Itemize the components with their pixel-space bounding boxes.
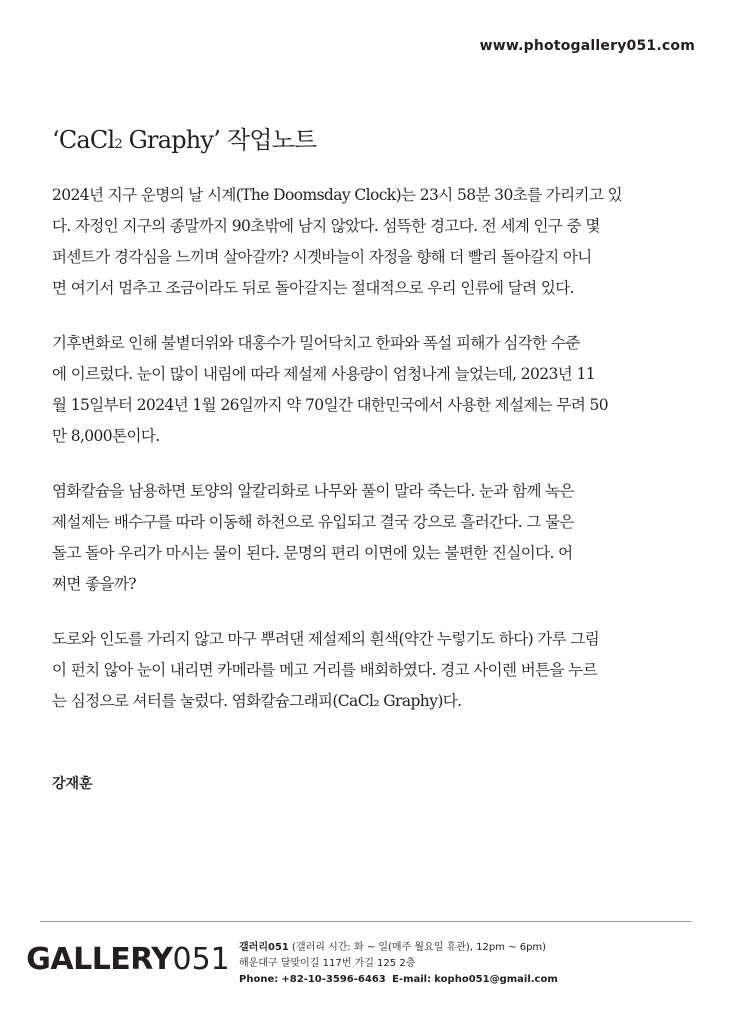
paragraph-2 <box>52 328 692 452</box>
text-line: 퍼센트가 경각심을 느끼며 살아갈까? 시곗바늘이 자정을 향해 더 빨리 돌아갈지 아니 <box>52 248 592 266</box>
email-label: E-mail: <box>392 974 432 985</box>
author-name: 강재훈 <box>52 776 93 792</box>
gallery-logo <box>26 938 230 981</box>
text-line: 에 이르렀다. 눈이 많이 내림에 따라 제설제 사용량이 엄청나게 늘었는데, 2023년 11 <box>52 365 596 383</box>
text-line: 다. 자정인 지구의 종말까지 90초밖에 남지 않았다. 섬뜩한 경고다. 전 세계 인구 중 몇 <box>52 217 600 235</box>
title-subscript: 2 <box>114 137 122 152</box>
logo-number: 051 <box>172 942 230 977</box>
text-line: 는 심정으로 셔터를 눌렀다. 염화칼슘그래피(CaCl₂ Graphy)다. <box>52 692 462 710</box>
website-url[interactable]: www.photogallery051.com <box>479 38 695 54</box>
article-body <box>52 180 692 741</box>
phone-label: Phone: <box>239 974 279 985</box>
phone-number: +82-10-3596-6463 <box>281 974 386 985</box>
text-line: 만 8,000톤이다. <box>52 427 160 445</box>
gallery-name: 갤러리051 <box>239 942 289 953</box>
paragraph-4 <box>52 624 692 717</box>
text-line: 2024년 지구 운명의 날 시계(The Doomsday Clock)는 23시 58분 30초를 가리키고 있 <box>52 186 622 204</box>
paragraph-3 <box>52 476 692 600</box>
email-address[interactable]: kopho051@gmail.com <box>434 974 558 985</box>
text-line: 이 펀치 않아 눈이 내리면 카메라를 메고 거리를 배회하였다. 경고 사이렌 버튼을 누르 <box>52 661 597 679</box>
gallery-address: 해운대구 달맞이길 117번 가길 125 2층 <box>239 958 416 969</box>
paragraph-1 <box>52 180 692 304</box>
gallery-contact <box>239 972 558 988</box>
text-line: 면 여기서 멈추고 조금이라도 뒤로 돌아갈지는 절대적으로 우리 인류에 달려 있다. <box>52 279 574 297</box>
footer-divider <box>40 921 692 922</box>
text-line: 돌고 돌아 우리가 마시는 물이 된다. 문명의 편리 이면에 있는 불편한 진실이다. 어 <box>52 544 573 562</box>
title-rest: Graphy’ 작업노트 <box>121 126 317 154</box>
text-line: 월 15일부터 2024년 1월 26일까지 약 70일간 대한민국에서 사용한 제설제는 무려 50 <box>52 396 609 414</box>
gallery-hours-line <box>239 940 558 956</box>
text-line: 쩌면 좋을까? <box>52 575 136 593</box>
logo-text: GALLERY <box>26 942 173 977</box>
page-title <box>52 120 316 155</box>
text-line: 도로와 인도를 가리지 않고 마구 뿌려댄 제설제의 흰색(약간 누렇기도 하다) 가루 그림 <box>52 630 600 648</box>
text-line: 염화칼슘을 남용하면 토양의 알칼리화로 나무와 풀이 말라 죽는다. 눈과 함께 녹은 <box>52 482 574 500</box>
text-line: 기후변화로 인해 불볕더위와 대홍수가 밀어닥치고 한파와 폭설 피해가 심각한 수준 <box>52 334 580 352</box>
gallery-hours: (갤러리 시간: 화 ~ 일(매주 월요일 휴관), 12pm ~ 6pm) <box>292 942 547 953</box>
title-main: ‘CaCl <box>52 126 115 154</box>
gallery-info <box>239 940 558 988</box>
text-line: 제설제는 배수구를 따라 이동해 하천으로 유입되고 결국 강으로 흘러간다. 그 물은 <box>52 513 574 531</box>
